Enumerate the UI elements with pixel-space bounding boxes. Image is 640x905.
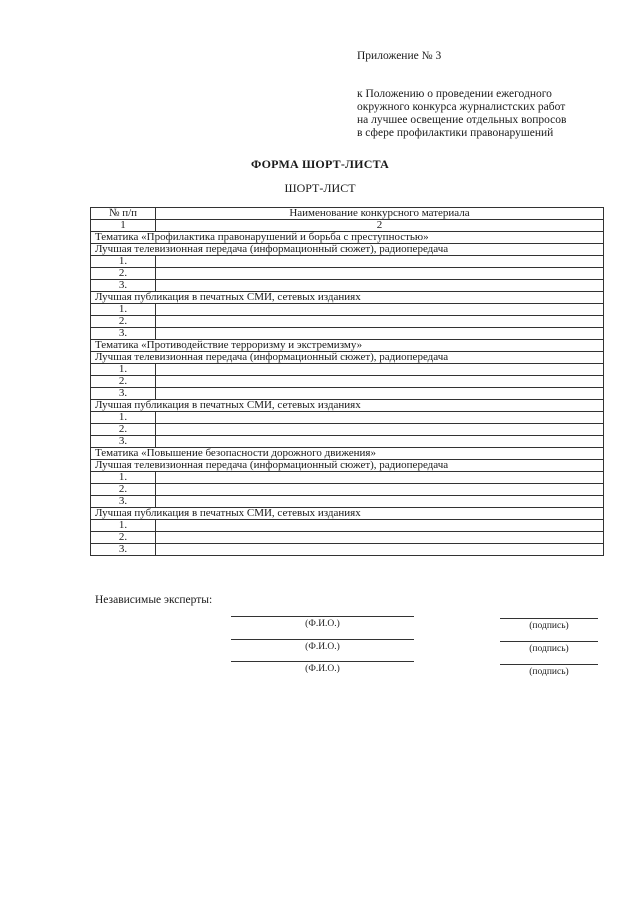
material-cell — [156, 388, 604, 400]
fio-line — [231, 661, 414, 662]
topic-row — [91, 448, 604, 460]
table-row — [91, 304, 604, 316]
row-number: 3. — [91, 436, 156, 448]
material-cell — [156, 436, 604, 448]
row-number: 2. — [91, 316, 156, 328]
category-row — [91, 400, 604, 412]
shortlist-table-body — [91, 208, 604, 556]
material-cell — [156, 532, 604, 544]
index-col-2: 2 — [156, 220, 604, 232]
row-number: 1. — [91, 304, 156, 316]
signature-caption: (подпись) — [529, 644, 569, 654]
category-label: Лучшая публикация в печатных СМИ, сетевых изданиях — [91, 400, 604, 412]
category-label: Лучшая публикация в печатных СМИ, сетевых изданиях — [91, 508, 604, 520]
fio-caption: (Ф.И.О.) — [305, 619, 340, 629]
topic-row — [91, 340, 604, 352]
table-row — [91, 484, 604, 496]
appendix-block — [357, 50, 566, 140]
appendix-number: Приложение № 3 — [357, 50, 442, 62]
shortlist-table — [90, 207, 604, 556]
table-row — [91, 436, 604, 448]
appendix-line: окружного конкурса журналистских работ — [357, 101, 566, 113]
row-number: 3. — [91, 280, 156, 292]
topic-row — [91, 232, 604, 244]
material-cell — [156, 484, 604, 496]
material-cell — [156, 304, 604, 316]
fio-line — [231, 639, 414, 640]
row-number: 3. — [91, 388, 156, 400]
topic-label: Тематика «Профилактика правонарушений и борьба с преступностью» — [91, 232, 604, 244]
fio-line — [231, 616, 414, 617]
row-number: 2. — [91, 424, 156, 436]
table-row — [91, 376, 604, 388]
category-row — [91, 292, 604, 304]
row-number: 1. — [91, 520, 156, 532]
topic-label: Тематика «Повышение безопасности дорожного движения» — [91, 448, 604, 460]
material-cell — [156, 544, 604, 556]
category-label: Лучшая телевизионная передача (информационный сюжет), радиопередача — [91, 460, 604, 472]
row-number: 2. — [91, 532, 156, 544]
header-number: № п/п — [91, 208, 156, 220]
row-number: 1. — [91, 364, 156, 376]
material-cell — [156, 424, 604, 436]
table-header-row — [91, 208, 604, 220]
header-material: Наименование конкурсного материала — [156, 208, 604, 220]
table-row — [91, 316, 604, 328]
material-cell — [156, 280, 604, 292]
material-cell — [156, 496, 604, 508]
table-index-row — [91, 220, 604, 232]
category-row — [91, 352, 604, 364]
appendix-line: к Положению о проведении ежегодного — [357, 88, 552, 100]
table-row — [91, 496, 604, 508]
appendix-line: на лучшее освещение отдельных вопросов — [357, 114, 567, 126]
table-row — [91, 268, 604, 280]
signature-line — [500, 618, 598, 619]
row-number: 2. — [91, 484, 156, 496]
table-row — [91, 424, 604, 436]
material-cell — [156, 376, 604, 388]
fio-caption: (Ф.И.О.) — [305, 642, 340, 652]
form-subtitle: ШОРТ-ЛИСТ — [284, 181, 356, 195]
material-cell — [156, 268, 604, 280]
row-number: 3. — [91, 328, 156, 340]
table-row — [91, 412, 604, 424]
table-row — [91, 532, 604, 544]
table-row — [91, 544, 604, 556]
row-number: 2. — [91, 268, 156, 280]
category-label: Лучшая телевизионная передача (информационный сюжет), радиопередача — [91, 352, 604, 364]
row-number: 1. — [91, 256, 156, 268]
table-row — [91, 364, 604, 376]
material-cell — [156, 412, 604, 424]
row-number: 1. — [91, 472, 156, 484]
category-row — [91, 508, 604, 520]
row-number: 3. — [91, 544, 156, 556]
form-title: ФОРМА ШОРТ-ЛИСТА — [250, 157, 390, 171]
row-number: 3. — [91, 496, 156, 508]
signature-line — [500, 641, 598, 642]
table-row — [91, 472, 604, 484]
fio-caption: (Ф.И.О.) — [305, 664, 340, 674]
material-cell — [156, 364, 604, 376]
signature-line — [500, 664, 598, 665]
table-row — [91, 280, 604, 292]
table-row — [91, 256, 604, 268]
table-row — [91, 328, 604, 340]
row-number: 2. — [91, 376, 156, 388]
signature-caption: (подпись) — [529, 621, 569, 631]
material-cell — [156, 472, 604, 484]
experts-label: Независимые эксперты: — [95, 594, 213, 606]
category-row — [91, 244, 604, 256]
category-label: Лучшая телевизионная передача (информационный сюжет), радиопередача — [91, 244, 604, 256]
category-label: Лучшая публикация в печатных СМИ, сетевых изданиях — [91, 292, 604, 304]
category-row — [91, 460, 604, 472]
signature-caption: (подпись) — [529, 667, 569, 677]
index-col-1: 1 — [91, 220, 156, 232]
table-row — [91, 520, 604, 532]
row-number: 1. — [91, 412, 156, 424]
topic-label: Тематика «Противодействие терроризму и экстремизму» — [91, 340, 604, 352]
table-row — [91, 388, 604, 400]
material-cell — [156, 316, 604, 328]
material-cell — [156, 520, 604, 532]
material-cell — [156, 328, 604, 340]
material-cell — [156, 256, 604, 268]
appendix-line: в сфере профилактики правонарушений — [357, 127, 554, 139]
